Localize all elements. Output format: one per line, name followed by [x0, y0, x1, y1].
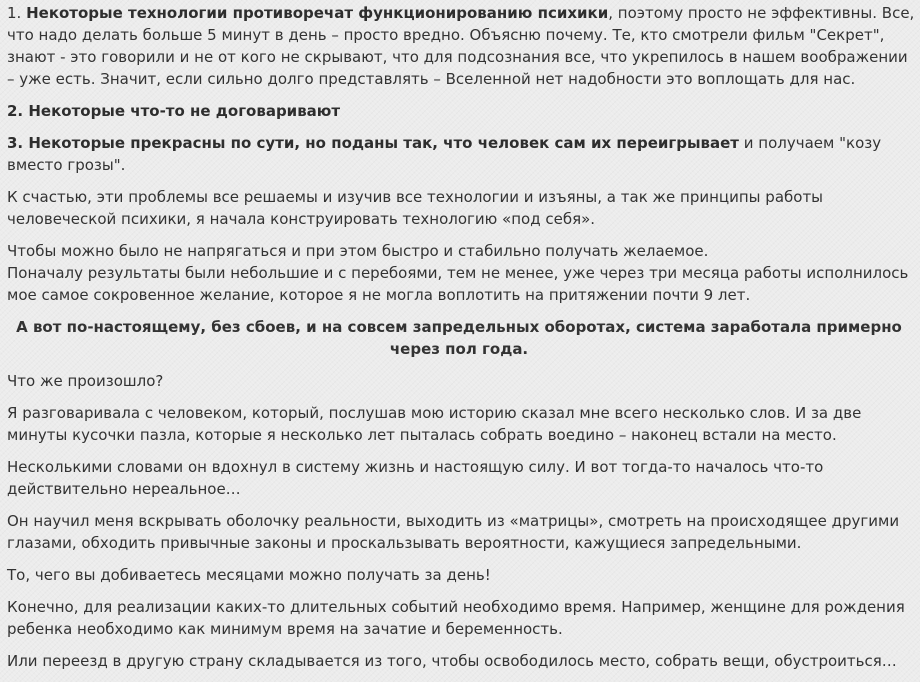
- paragraph-conversation: Я разговаривала с человеком, который, послушав мою историю сказал мне всего несколько слов. И за две минуты кусочки пазла, которые я несколько лет пыталась собрать воедино – наконец встали на место.: [7, 404, 862, 444]
- paragraph-text: , поэтому просто не эффективны. Все, что надо делать больше 5 минут в день – просто вредно. Объясню почему. Те, кто смотрели фильм "Секрет", знают - это говорили и не от кого не скрывают, что для подсознания все, что укрепилось в нашем воображении – уже есть. Значит, если сильно долго представлять – Вселенной нет надобности это воплощать для нас.: [7, 4, 915, 88]
- paragraph-time-needed: Конечно, для реализации каких-то длительных событий необходимо время. Например, женщине для рождения ребенка необходимо как минимум время на зачатие и беременность.: [7, 598, 905, 638]
- paragraph-results: Поначалу результаты были небольшие и с перебоями, тем не менее, уже через три месяца работы исполнилось мое самое сокровенное желание, которое я не могла воплотить на притяжении почти 9 лет.: [7, 264, 909, 304]
- paragraph-technologies-contradict: [7, 2, 919, 90]
- bold-statement: Некоторые технологии противоречат функционированию психики: [26, 4, 609, 22]
- bold-statement: 2. Некоторые что-то не договаривают: [7, 102, 341, 120]
- paragraph-not-telling: [7, 100, 919, 122]
- paragraph-few-words: Несколькими словами он вдохнул в систему жизнь и настоящую силу. И вот тогда-то началось что-то действительно нереальное…: [7, 458, 824, 498]
- bold-statement: 3. Некоторые прекрасны по сути, но поданы так, что человек сам их переигрывает: [7, 134, 740, 152]
- article-body: [7, 2, 919, 682]
- paragraph-no-strain: Чтобы можно было не напрягаться и при этом быстро и стабильно получать желаемое.: [7, 242, 709, 260]
- list-number: 1.: [7, 4, 27, 22]
- paragraph-moving: Или переезд в другую страну складывается из того, чтобы освободилось место, собрать вещи, обустроиться…: [7, 652, 897, 670]
- paragraph-highlight: А вот по-настоящему, без сбоев, и на совсем запредельных оборотах, система заработала примерно через пол года.: [16, 318, 902, 358]
- paragraph-matrix: Он научил меня вскрывать оболочку реальности, выходить из «матрицы», смотреть на происходящее другими глазами, обходить привычные законы и проскальзывать вероятности, кажущиеся запредельными.: [7, 512, 900, 552]
- paragraph-what-happened: Что же произошло?: [7, 372, 164, 390]
- paragraph-one-day: То, чего вы добиваетесь месяцами можно получать за день!: [7, 566, 491, 584]
- paragraph-overplayed: [7, 132, 919, 176]
- paragraph-problems-solvable: К счастью, эти проблемы все решаемы и изучив все технологии и изъяны, а так же принципы работы человеческой психики, я начала конструировать технологию «под себя».: [7, 188, 824, 228]
- paragraph-text: и получаем "козу вместо грозы".: [7, 134, 882, 174]
